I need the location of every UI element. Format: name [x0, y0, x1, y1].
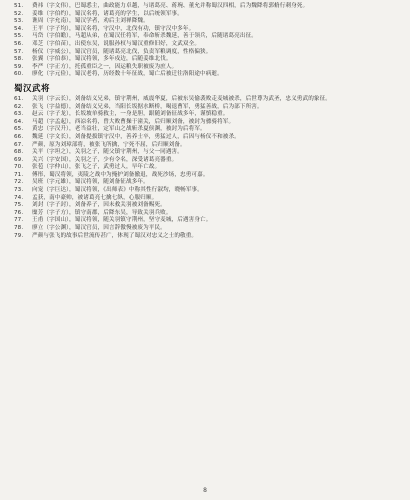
entry-number: 58.: [14, 56, 24, 63]
entry-text: 王甫（字国山），蜀汉将领，随关羽镇守荆州，坚守麦城，后遇害身亡。: [32, 217, 212, 224]
list-item: [14, 164, 400, 172]
entry-text: 吴班（字元雄），蜀汉将领，随刘备征战多年。: [32, 179, 149, 186]
entry-text: 向宠（字巨达），蜀汉将领，《出师表》中称其性行淑均，晓畅军事。: [32, 187, 203, 194]
list-item: [14, 217, 400, 225]
entry-number: 69.: [14, 156, 24, 163]
entry-number: 74.: [14, 194, 24, 201]
entry-text: 关羽（字云长），刘备结义兄弟，镇守荆州，威震华夏，后被东吴偷袭败走麦城被杀，后世尊为武圣，忠义勇武的象征。: [32, 95, 331, 102]
list-item: [14, 126, 400, 134]
list-item: [14, 71, 400, 79]
entry-text: 傅彤，蜀汉将领，夷陵之战中为掩护刘备撤退，战死沙场，忠勇可嘉。: [32, 171, 209, 178]
entry-text: 关平（字坦之），关羽之子，随父镇守荆州，与父一同遇害。: [32, 149, 183, 156]
list-item: [14, 41, 400, 49]
page-number: 8: [203, 487, 207, 494]
entry-number: 71.: [14, 171, 24, 178]
entry-number: 55.: [14, 33, 24, 40]
list-item: [14, 104, 400, 112]
entry-text: 赵云（字子龙），长坂坡单骑救主，一身是胆，跟随刘备征战多年，谨慎稳重。: [32, 111, 229, 118]
entry-number: 66.: [14, 133, 24, 140]
entry-text: 张翼（字伯恭），蜀汉将领，多年戍边，后随姜维北伐。: [32, 56, 172, 63]
entry-number: 63.: [14, 111, 24, 118]
entry-text: 费祎（字文伟），巴蜀悉主，曲政能力卓越，与诸葛亮、蒋琬、董允并称蜀汉四相，后为魏降将郭脩行刺身死。: [32, 3, 309, 9]
entry-number: 52.: [14, 10, 24, 17]
entry-number: 59.: [14, 63, 24, 70]
entry-number: 77.: [14, 217, 24, 224]
entry-text: 刘封（字子封），刘备养子，因未救关羽被刘备赐死。: [32, 202, 166, 209]
entry-text: 杨仪（字威公），蜀汉官员，随诸葛亮北伐，负责军粮调度，性格偏狭。: [32, 48, 212, 55]
entry-text: 姜维（字伯约），蜀汉名将，诸葛亮的学生，以后统领军事。: [32, 10, 183, 17]
entry-number: 61.: [14, 95, 24, 102]
entry-text: 邓芝（字伯苗），出使东吴，说服孙权与蜀汉重修旧好，文武双全。: [32, 40, 201, 47]
list-item: [14, 179, 400, 187]
entry-text: 严颜，原为刘璋部将，被张飞所擒，宁死不屈，后归顺刘备。: [32, 141, 186, 148]
entry-text: 廖化（字元俭），蜀汉老将，历经数十年征战，蜀亡后被迁往洛阳途中病逝。: [32, 71, 223, 78]
list-item: [14, 134, 400, 142]
list-item: [14, 149, 400, 157]
entry-text: 黄忠（字汉升），老当益壮，定军山之战斩杀夏侯渊，被封为后将军。: [32, 126, 206, 133]
list-item: [14, 142, 400, 150]
entry-text: 糜芳（字子方），镇守南郡，后降东吴，导致关羽兵败。: [32, 209, 172, 216]
section-2: [14, 96, 400, 240]
list-item: [14, 233, 400, 241]
list-item: [14, 202, 400, 210]
list-item: [14, 3, 400, 11]
entry-number: 67.: [14, 141, 24, 148]
entry-number: 79.: [14, 232, 24, 239]
section-heading: 蜀汉武将: [14, 83, 51, 94]
entry-number: 75.: [14, 202, 24, 209]
entry-number: 60.: [14, 71, 24, 78]
entry-number: 72.: [14, 179, 24, 186]
entry-number: 65.: [14, 126, 24, 133]
entry-number: 73.: [14, 187, 24, 194]
entry-number: 70.: [14, 164, 24, 171]
list-item: [14, 111, 400, 119]
list-item: [14, 18, 400, 26]
entry-text: 严颜与张飞的故事后世流传甚广，体现了蜀汉对忠义之士的敬重。: [32, 232, 198, 239]
entry-number: 56.: [14, 40, 24, 47]
entry-text: 关兴（字安国），关羽之子，少有令名，深受诸葛亮器重。: [32, 156, 178, 163]
entry-number: 78.: [14, 225, 24, 232]
entry-text: 张飞（字益德），刘备结义兄弟，当阳长坂据水断桥，喝退曹军，勇猛善战，后为部下所害。: [32, 103, 263, 110]
entry-text: 孟获，南中豪帅，被诸葛亮七擒七纵，心服归顺。: [32, 194, 158, 201]
entry-number: 62.: [14, 103, 24, 110]
list-item: [14, 33, 400, 41]
list-item: [14, 225, 400, 233]
entry-number: 53.: [14, 18, 24, 25]
entry-number: 68.: [14, 149, 24, 156]
entry-number: 54.: [14, 25, 24, 32]
entry-number: 57.: [14, 48, 24, 55]
entry-text: 王平（字子均），蜀汉名将，守汉中，北伐有功，镇守汉中多年。: [32, 25, 195, 32]
entry-text: 张苞（字仲山），张飞之子，武勇过人，早年亡故。: [32, 164, 161, 171]
entry-text: 廖立（字公渊），蜀汉官员，因言辞傲慢被废为平民。: [32, 225, 166, 232]
entry-number: 76.: [14, 209, 24, 216]
section-1: [14, 3, 400, 79]
entry-text: 谯周（字允南），蜀汉学者，劝后主刘禅降魏。: [32, 18, 149, 25]
entry-number: 64.: [14, 118, 24, 125]
entry-text: 马超（字孟起），西凉名将，曾大败曹操于潼关，后归顺刘备，被封为骠骑将军。: [32, 118, 235, 125]
list-item: [14, 56, 400, 64]
entry-text: 李严（字正方），托孤重臣之一，因运粮失职被废为庶人。: [32, 63, 178, 70]
list-item: [14, 187, 400, 195]
entry-text: 魏延（字文长），刘备提拔镇守汉中，善养士卒，勇猛过人，后因与杨仪不和被杀。: [32, 133, 240, 140]
entry-number: 51.: [14, 3, 24, 9]
entry-text: 马岱（字伯瞻），马超从弟，在蜀汉任将军，奉命斩杀魏延，善于领兵，后随诸葛亮出征。: [32, 33, 257, 40]
list-item: [14, 96, 400, 104]
